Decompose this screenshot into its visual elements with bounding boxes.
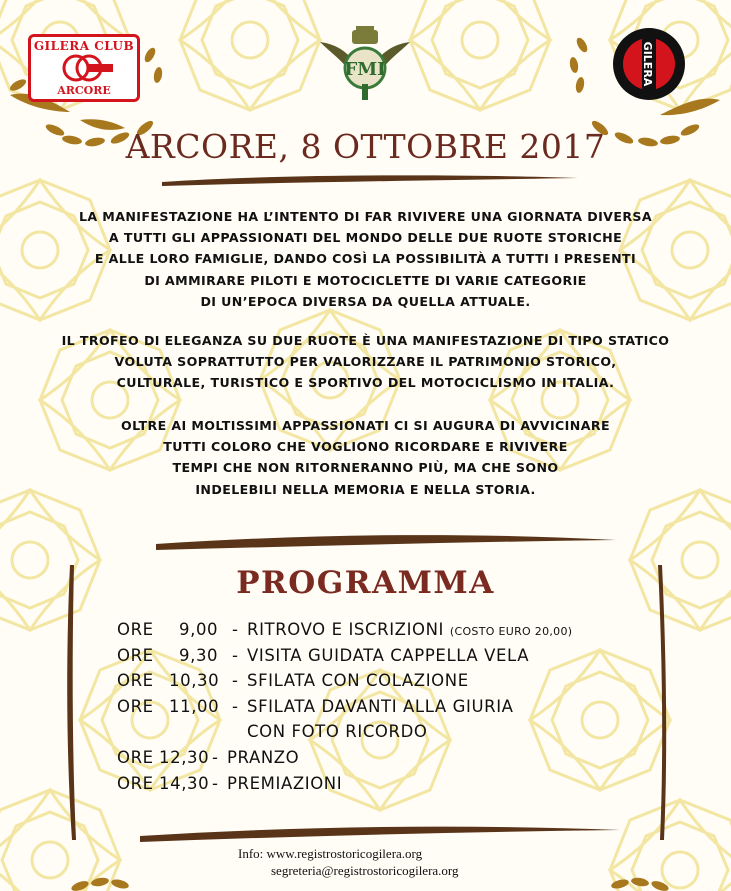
schedule-time: 10,30 <box>169 671 220 691</box>
schedule-note: (COSTO EURO 20,00) <box>449 625 573 638</box>
schedule-time: 11,00 <box>169 696 220 716</box>
schedule-time: 9,30 <box>179 645 219 665</box>
intro-line: LA MANIFESTAZIONE HA L’INTENTO DI FAR RIVIVERE UNA GIORNATA DIVERSA <box>78 209 653 224</box>
schedule-desc: VISITA GUIDATA CAPPELLA VELA <box>247 645 530 665</box>
club-logo-bottom-text: ARCORE <box>57 84 111 97</box>
info-website-link[interactable]: www.registrostoricogilera.org <box>266 846 423 861</box>
schedule-desc: SFILATA CON COLAZIONE <box>247 671 469 691</box>
schedule-ore: ORE <box>117 671 154 691</box>
oltre-line: TEMPI CHE NON RITORNERANNO PIÙ, MA CHE SONO <box>172 460 559 476</box>
schedule-ore: ORE <box>117 620 154 639</box>
schedule-ore: ORE <box>117 773 154 793</box>
trofeo-line: VOLUTA SOPRATTUTTO PER VALORIZZARE IL PATRIMONIO STORICO, <box>114 354 617 370</box>
schedule-desc-text: RITROVO E ISCRIZIONI <box>247 620 445 639</box>
schedule-desc: SFILATA DAVANTI ALLA GIURIA <box>247 696 514 716</box>
intro-line: DI AMMIRARE PILOTI E MOTOCICLETTE DI VARIE CATEGORIE <box>144 272 587 288</box>
schedule-dash: - <box>232 645 239 665</box>
programma-title: PROGRAMMA <box>236 565 495 601</box>
laurel-bottom-left-icon <box>60 874 140 891</box>
oltre-line: INDELEBILI NELLA MEMORIA E NELLA STORIA. <box>195 481 536 497</box>
trofeo-paragraph <box>0 330 731 394</box>
schedule-ore: ORE <box>117 747 154 767</box>
club-logo-top-text: GILERA CLUB <box>33 39 135 53</box>
schedule-dash: - <box>212 747 219 767</box>
gilera-club-arcore-logo <box>28 34 140 102</box>
schedule-time: 12,30 <box>159 747 210 767</box>
schedule-dash: - <box>212 773 219 793</box>
intro-line: E ALLE LORO FAMIGLIE, DANDO COSÌ LA POSSIBILITÀ A TUTTI I PRESENTI <box>94 251 637 267</box>
schedule-time: 9,00 <box>179 620 219 639</box>
info-email-link[interactable]: segreteria@registrostoricogilera.org <box>271 863 459 878</box>
schedule-desc: PRANZO <box>227 747 300 767</box>
svg-text:GILERA: GILERA <box>641 41 654 87</box>
schedule-desc <box>247 620 572 639</box>
intro-paragraph <box>0 206 731 312</box>
trofeo-line: IL TROFEO DI ELEGANZA SU DUE RUOTE È UNA MANIFESTAZIONE DI TIPO STATICO <box>61 333 670 348</box>
schedule-ore: ORE <box>117 696 154 716</box>
schedule-dash: - <box>232 696 239 716</box>
schedule-ore: ORE <box>117 645 154 665</box>
schedule-dash: - <box>232 671 239 691</box>
schedule-desc-continued: CON FOTO RICORDO <box>247 722 428 742</box>
fmi-wings-logo-icon <box>312 22 418 102</box>
intro-line: A TUTTI GLI APPASSIONATI DEL MONDO DELLE DUE RUOTE STORICHE <box>108 230 623 246</box>
gilera-gg-mark-icon <box>59 53 113 83</box>
oltre-line: OLTRE AI MOLTISSIMI APPASSIONATI CI SI AUGURA DI AVVICINARE <box>121 418 610 433</box>
registro-storico-gilera-logo-icon <box>611 26 687 102</box>
trofeo-line: CULTURALE, TURISTICO E SPORTIVO DEL MOTOCICLISMO IN ITALIA. <box>116 375 615 391</box>
svg-text:FMI: FMI <box>344 59 386 80</box>
schedule-desc: PREMIAZIONI <box>227 773 343 793</box>
title-underline-swoosh <box>160 172 580 188</box>
intro-line: DI UN’EPOCA DIVERSA DA QUELLA ATTUALE. <box>200 293 531 309</box>
schedule-dash: - <box>232 620 239 639</box>
oltre-line: TUTTI COLORO CHE VOGLIONO RICORDARE E RIVIVERE <box>163 439 568 455</box>
schedule-time: 14,30 <box>159 773 210 793</box>
laurel-bottom-right-icon <box>600 874 680 891</box>
event-title: ARCORE, 8 OTTOBRE 2017 <box>125 127 606 166</box>
info-footer <box>238 845 459 879</box>
info-label: Info: <box>238 846 264 861</box>
oltre-paragraph <box>0 415 731 500</box>
